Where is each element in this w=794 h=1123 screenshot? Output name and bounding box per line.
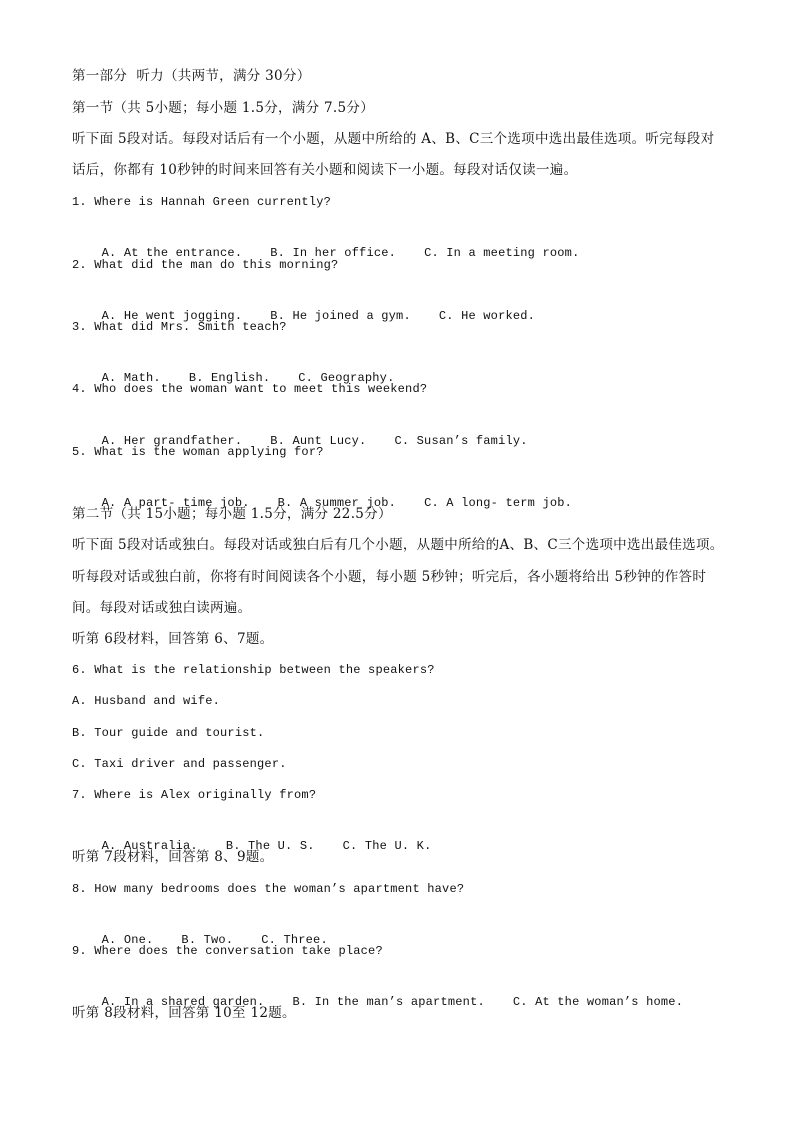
section2-instructions-line-1: 听下面 5段对话或独白。每段对话或独白后有几个小题，从题中所给的A、B、C三个选项中选出最佳选项。: [72, 537, 724, 553]
question-6-option-c: C. Taxi driver and passenger.: [72, 757, 287, 771]
question-9-options: [72, 972, 683, 1032]
question-3-options: [72, 348, 394, 408]
option-b: B. The U. S.: [225, 839, 315, 853]
option-a: A. He went jogging.: [101, 309, 243, 323]
option-b: B. He joined a gym.: [270, 309, 411, 323]
option-c: C. The U. K.: [342, 839, 432, 853]
option-c: C. Three.: [261, 933, 328, 947]
question-3: 3. What did Mrs. Smith teach?: [72, 320, 287, 334]
question-8: 8. How many bedrooms does the woman’s apartment have?: [72, 882, 465, 896]
option-a: A. Math.: [101, 371, 161, 385]
section1-instructions-line-1: 听下面 5段对话。每段对话后有一个小题，从题中所给的 A、B、C三个选项中选出最佳选项。听完每段对: [72, 131, 715, 147]
option-b: B. Two.: [181, 933, 234, 947]
question-5: 5. What is the woman applying for?: [72, 445, 324, 459]
question-2-options: [72, 286, 535, 346]
question-6-option-a: A. Husband and wife.: [72, 694, 221, 708]
section2-title: 第二节（共 15小题；每小题 1.5分，满分 22.5分）: [72, 506, 392, 522]
option-c: C. Susan’s family.: [394, 434, 528, 448]
option-a: A. A part- time job.: [101, 496, 250, 510]
material-6-label: 听第 6段材料，回答第 6、7题。: [72, 631, 274, 647]
question-2: 2. What did the man do this morning?: [72, 258, 339, 272]
option-a: A. One.: [101, 933, 154, 947]
material-8-label: 听第 8段材料，回答第 10至 12题。: [72, 1005, 296, 1021]
question-7-options: [72, 816, 431, 876]
question-4-options: [72, 411, 528, 471]
option-c: C. He worked.: [438, 309, 536, 323]
option-a: A. At the entrance.: [101, 246, 243, 260]
option-c: C. A long- term job.: [424, 496, 573, 510]
option-a: A. Australia.: [101, 839, 198, 853]
option-b: B. A summer job.: [277, 496, 397, 510]
section1-title: 第一节（共 5小题；每小题 1.5分，满分 7.5分）: [72, 100, 375, 116]
section2-instructions-line-2: 听每段对话或独白前，你将有时间阅读各个小题，每小题 5秒钟；听完后，各小题将给出 5秒钟的作答时: [72, 569, 707, 585]
question-9: 9. Where does the conversation take place?: [72, 944, 383, 958]
option-a: A. In a shared garden.: [101, 995, 265, 1009]
question-7: 7. Where is Alex originally from?: [72, 788, 317, 802]
part1-title: 第一部分 听力（共两节，满分 30分）: [72, 68, 311, 84]
option-b: B. English.: [188, 371, 271, 385]
option-c: C. Geography.: [298, 371, 395, 385]
option-b: B. Aunt Lucy.: [270, 434, 367, 448]
question-6-option-b: B. Tour guide and tourist.: [72, 726, 265, 740]
section1-instructions-line-2: 话后，你都有 10秒钟的时间来回答有关小题和阅读下一小题。每段对话仅读一遍。: [72, 162, 578, 178]
question-5-options: [72, 473, 572, 533]
question-8-options: [72, 910, 328, 970]
question-1: 1. Where is Hannah Green currently?: [72, 195, 332, 209]
option-c: C. In a meeting room.: [424, 246, 580, 260]
option-b: B. In the man’s apartment.: [292, 995, 485, 1009]
section2-instructions-line-3: 间。每段对话或独白读两遍。: [72, 600, 252, 616]
material-7-label: 听第 7段材料，回答第 8、9题。: [72, 849, 274, 865]
option-c: C. At the woman’s home.: [512, 995, 684, 1009]
option-b: B. In her office.: [270, 246, 397, 260]
option-a: A. Her grandfather.: [101, 434, 243, 448]
question-4: 4. Who does the woman want to meet this weekend?: [72, 382, 428, 396]
question-6: 6. What is the relationship between the speakers?: [72, 663, 435, 677]
